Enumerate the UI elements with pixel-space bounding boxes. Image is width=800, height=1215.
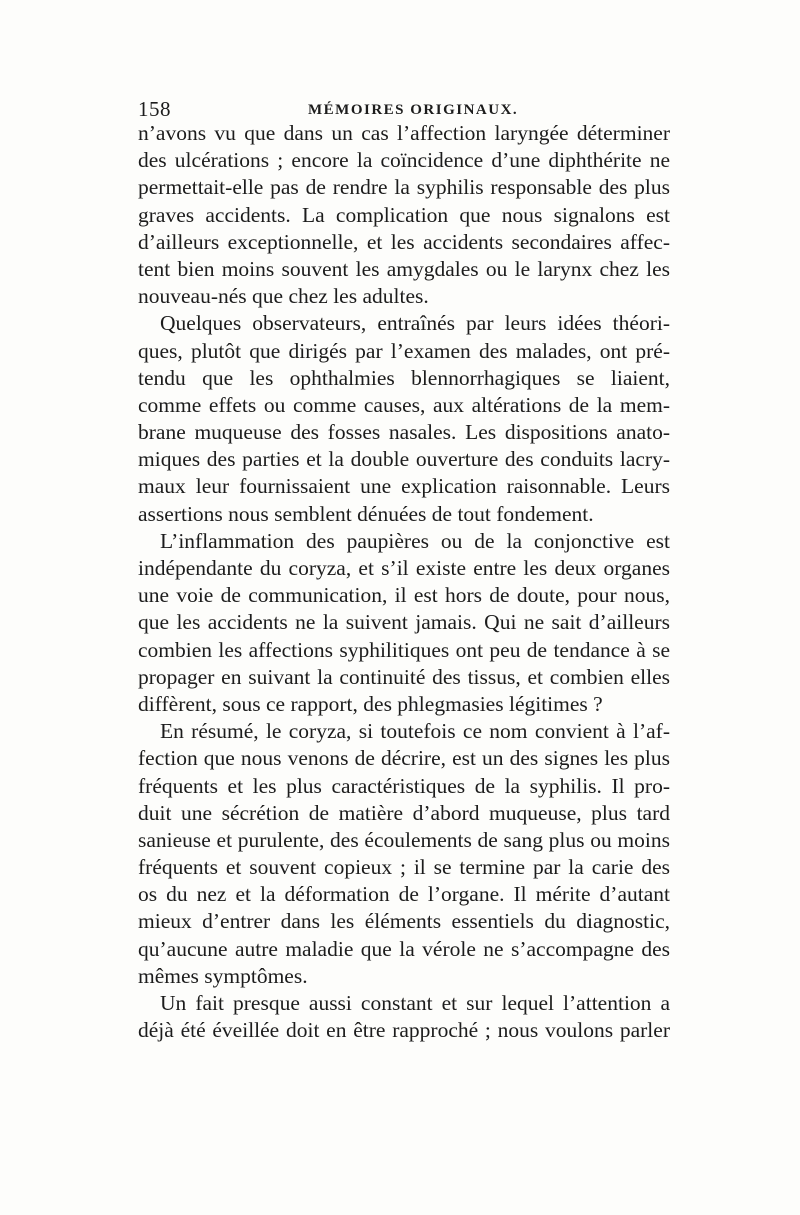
- text-line: d’ailleurs exceptionnelle, et les accidents secondaires affec-: [138, 229, 670, 254]
- text-line: mieux d’entrer dans les éléments essentiels du diagnostic,: [138, 909, 670, 934]
- text-line: diffèrent, sous ce rapport, des phlegmasies légitimes ?: [138, 691, 603, 716]
- text-line: combien les affections syphilitiques ont peu de tendance à se: [138, 637, 670, 662]
- text-line: En résumé, le coryza, si toutefois ce nom convient à l’af-: [160, 719, 670, 744]
- text-line: que les accidents ne la suivent jamais. Qui ne sait d’ailleurs: [138, 610, 670, 635]
- text-line: miques des parties et la double ouverture des conduits lacry-: [138, 447, 670, 472]
- text-line: maux leur fournissaient une explication raisonnable. Leurs: [138, 474, 670, 499]
- text-line: nouveau-nés que chez les adultes.: [138, 284, 429, 309]
- text-line: os du nez et la déformation de l’organe. Il mérite d’autant: [138, 882, 670, 907]
- text-line: Un fait presque aussi constant et sur lequel l’attention a: [160, 991, 670, 1015]
- text-line: mêmes symptômes.: [138, 963, 308, 988]
- text-line: duit une sécrétion de matière d’abord muqueuse, plus tard: [138, 800, 670, 825]
- text-line: indépendante du coryza, et s’il existe entre les deux organes: [138, 556, 670, 580]
- text-line: déjà été éveillée doit en être rapproché ; nous voulons parler: [138, 1018, 670, 1043]
- text-line: graves accidents. La complication que nous signalons est: [138, 202, 670, 227]
- text-line: tent bien moins souvent les amygdales ou le larynx chez les: [138, 256, 670, 281]
- text-line: une voie de communication, il est hors de doute, pour nous,: [138, 583, 670, 608]
- text-line: Quelques observateurs, entraînés par leurs idées théori-: [160, 311, 670, 336]
- text-line: des ulcérations ; encore la coïncidence d’une diphthérite ne: [138, 148, 670, 173]
- text-line: sanieuse et purulente, des écoulements de sang plus ou moins: [138, 827, 670, 852]
- running-head: MÉMOIRES ORIGINAUX.: [308, 102, 519, 118]
- text-line: comme effets ou comme causes, aux altérations de la mem-: [138, 392, 670, 417]
- text-line: brane muqueuse des fosses nasales. Les dispositions anato-: [138, 420, 670, 445]
- text-line: qu’aucune autre maladie que la vérole ne s’accompagne des: [138, 936, 670, 961]
- body-text: [138, 120, 670, 1044]
- text-line: L’inflammation des paupières ou de la conjonctive est: [160, 528, 670, 553]
- text-line: ques, plutôt que dirigés par l’examen des malades, ont pré-: [138, 338, 670, 363]
- text-line: tendu que les ophthalmies blennorrhagiques se liaient,: [138, 365, 670, 390]
- page-number: 158: [138, 97, 171, 121]
- text-line: fection que nous venons de décrire, est un des signes les plus: [138, 746, 670, 771]
- text-line: fréquents et les plus caractéristiques de la syphilis. Il pro-: [138, 773, 670, 798]
- text-line: permettait-elle pas de rendre la syphilis responsable des plus: [138, 175, 670, 200]
- text-line: fréquents et souvent copieux ; il se termine par la carie des: [138, 855, 670, 880]
- text-line: n’avons vu que dans un cas l’affection laryngée déterminer: [138, 121, 670, 145]
- text-line: assertions nous semblent dénuées de tout fondement.: [138, 501, 594, 526]
- text-line: propager en suivant la continuité des tissus, et combien elles: [138, 664, 670, 689]
